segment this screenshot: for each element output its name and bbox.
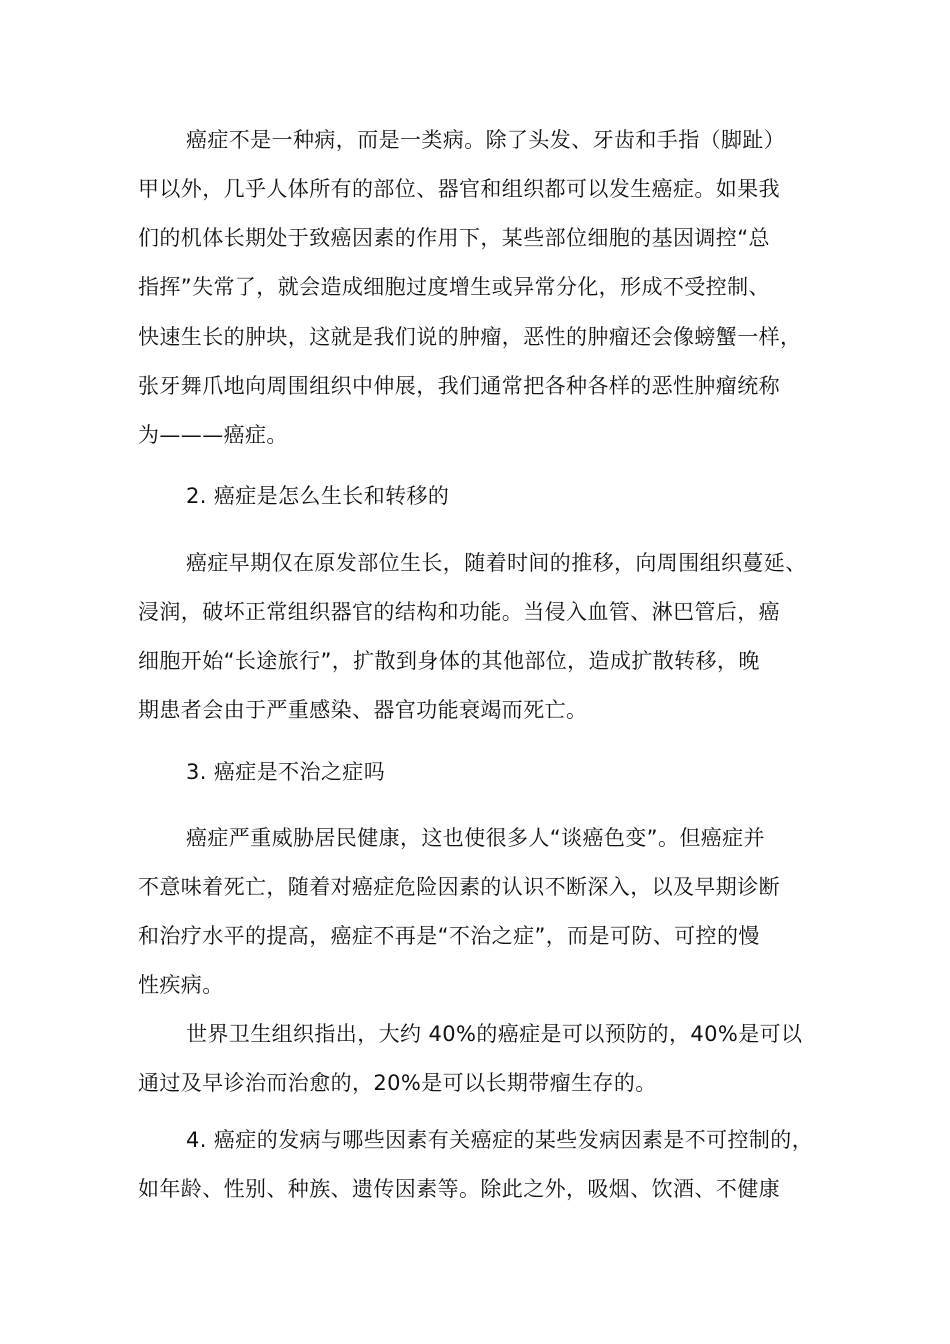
paragraph-line: 指挥”失常了，就会造成细胞过度增生或异常分化，形成不受控制、 xyxy=(138,275,770,299)
paragraph-line: 期患者会由于严重感染、器官功能衰竭而死亡。 xyxy=(138,698,588,722)
paragraph-line: 们的机体长期处于致癌因素的作用下，某些部位细胞的基因调控“总 xyxy=(138,226,770,250)
paragraph-line: 为———癌症。 xyxy=(138,423,288,447)
section-heading: 2. 癌症是怎么生长和转移的 xyxy=(186,484,450,508)
paragraph-line: 性疾病。 xyxy=(138,973,224,997)
paragraph-line: 癌症严重威胁居民健康，这也使很多人“谈癌色变”。但癌症并 xyxy=(186,826,765,850)
section-heading: 3. 癌症是不治之症吗 xyxy=(186,760,386,784)
paragraph-line: 细胞开始“长途旅行”，扩散到身体的其他部位，造成扩散转移，晚 xyxy=(138,649,760,673)
paragraph-line: 浸润，破坏正常组织器官的结构和功能。当侵入血管、淋巴管后，癌 xyxy=(138,600,780,624)
paragraph-line: 快速生长的肿块，这就是我们说的肿瘤，恶性的肿瘤还会像螃蟹一样， xyxy=(138,325,802,349)
section-heading: 4. 癌症的发病与哪些因素有关癌症的某些发病因素是不可控制的， xyxy=(186,1128,814,1152)
paragraph-line: 世界卫生组织指出，大约 40%的癌症是可以预防的，40%是可以 xyxy=(186,1022,803,1046)
paragraph-line: 如年龄、性别、种族、遗传因素等。除此之外，吸烟、饮酒、不健康 xyxy=(138,1177,780,1201)
paragraph-line: 和治疗水平的提高，癌症不再是“不治之症”，而是可防、可控的慢 xyxy=(138,924,760,948)
paragraph-line: 张牙舞爪地向周围组织中伸展，我们通常把各种各样的恶性肿瘤统称 xyxy=(138,374,780,398)
paragraph-line: 甲以外，几乎人体所有的部位、器官和组织都可以发生癌症。如果我 xyxy=(138,177,780,201)
paragraph-line: 癌症不是一种病，而是一类病。除了头发、牙齿和手指（脚趾） xyxy=(186,128,786,152)
paragraph-line: 不意味着死亡，随着对癌症危险因素的认识不断深入，以及早期诊断 xyxy=(138,875,780,899)
paragraph-line: 癌症早期仅在原发部位生长，随着时间的推移，向周围组织蔓延、 xyxy=(186,551,807,575)
paragraph-line: 通过及早诊治而治愈的，20%是可以长期带瘤生存的。 xyxy=(138,1071,657,1095)
